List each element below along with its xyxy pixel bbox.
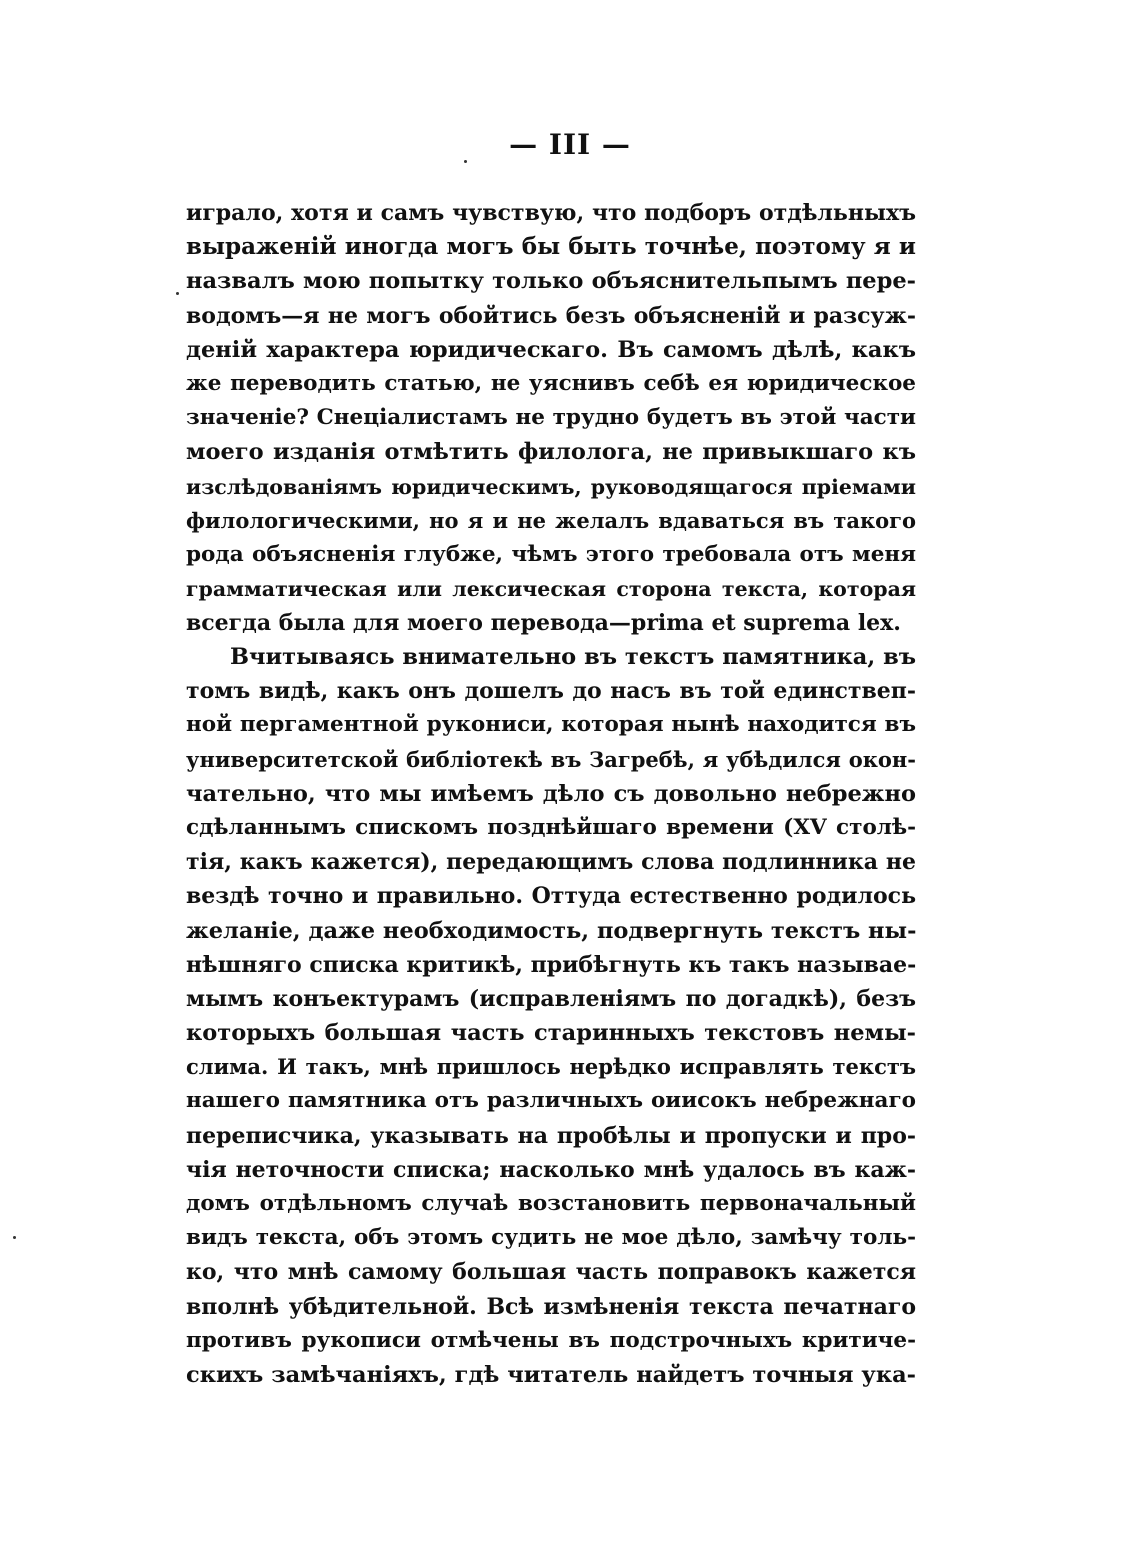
text-line: переписчика, указывать на пробѣлы и пропуски и про- bbox=[186, 1122, 916, 1149]
text-line: скихъ замѣчаніяхъ, гдѣ читатель найдетъ точныя ука- bbox=[186, 1361, 916, 1388]
text-line: ной пергаментной рукониси, которая нынѣ находится въ bbox=[186, 712, 916, 738]
text-line: слима. И такъ, мнѣ пришлось нерѣдко исправлять текстъ bbox=[186, 1054, 916, 1080]
text-line: рода объясненія глубже, чѣмъ этого требовала отъ меня bbox=[186, 541, 916, 567]
text-line: вполнѣ убѣдительной. Всѣ измѣненія текста печатнаго bbox=[186, 1293, 916, 1320]
text-line: нашего памятника отъ различныхъ оиисокъ небрежнаго bbox=[186, 1088, 916, 1114]
paragraph-1 bbox=[186, 196, 916, 640]
text-line: чательно, что мы имѣемъ дѣло съ довольно небрежно bbox=[186, 780, 916, 807]
text-line: которыхъ большая часть старинныхъ текстовъ немы- bbox=[186, 1020, 916, 1047]
paragraph-2 bbox=[186, 640, 916, 1392]
text-line: томъ видѣ, какъ онъ дошелъ до насъ въ той единствеп- bbox=[186, 678, 916, 705]
text-line: Вчитываясь внимательно въ текстъ памятника, въ bbox=[230, 644, 916, 670]
text-line: значеніе? Снеціалистамъ не трудно будетъ въ этой части bbox=[186, 405, 916, 431]
text-line: грамматическая или лексическая сторона текста, которая bbox=[186, 577, 916, 602]
text-line: сдѣланнымъ спискомъ позднѣйшаго времени (XV столѣ- bbox=[186, 814, 916, 840]
text-line: изслѣдованіямъ юридическимъ, руководящагося пріемами bbox=[186, 474, 916, 499]
text-line: водомъ—я не могъ обойтись безъ объясненій и разсуж- bbox=[186, 302, 916, 329]
text-line: выраженій иногда могъ бы быть точнѣе, поэтому я и bbox=[186, 233, 916, 261]
text-line: моего изданія отмѣтить филолога, не привыкшаго къ bbox=[186, 439, 916, 466]
text-line: домъ отдѣльномъ случаѣ возстановить первоначальный bbox=[186, 1191, 916, 1216]
text-line: ко, что мнѣ самому большая часть поправокъ кажется bbox=[186, 1259, 916, 1286]
text-line: мымъ конъектурамъ (исправленіямъ по догадкѣ), безъ bbox=[186, 985, 916, 1012]
scan-speck bbox=[464, 160, 467, 163]
text-line: противъ рукописи отмѣчены въ подстрочныхъ критиче- bbox=[186, 1327, 916, 1353]
text-line: видъ текста, объ этомъ судить не мое дѣло, замѣчу толь- bbox=[186, 1225, 916, 1251]
text-line: филологическими, но я и не желалъ вдаваться въ такого bbox=[186, 507, 916, 533]
scan-speck bbox=[176, 292, 179, 295]
text-line: же переводить статью, не уяснивъ себѣ ея юридическое bbox=[186, 370, 916, 396]
text-line: тія, какъ кажется), передающимъ слова подлинника не bbox=[186, 849, 916, 876]
text-line: чія неточности списка; насколько мнѣ удалось въ каж- bbox=[186, 1156, 916, 1183]
text-line: играло, хотя и самъ чувствую, что подборъ отдѣльныхъ bbox=[186, 200, 916, 226]
page-number: — III — bbox=[509, 128, 631, 161]
text-line: деній характера юридическаго. Въ самомъ дѣлѣ, какъ bbox=[186, 336, 916, 363]
text-line: всегда была для моего перевода—prima et suprema lex. bbox=[186, 610, 901, 637]
text-line: желаніе, даже необходимость, подвергнуть текстъ ны- bbox=[186, 917, 917, 944]
text-line: нѣшняго списка критикѣ, прибѣгнуть къ такъ называе- bbox=[186, 951, 917, 978]
text-line: назвалъ мою попытку только объяснительпымъ пере- bbox=[186, 268, 916, 295]
text-line: университетской библіотекѣ въ Загребѣ, я убѣдился окон- bbox=[186, 746, 916, 772]
text-line: вездѣ точно и правильно. Оттуда естественно родилось bbox=[186, 883, 916, 910]
scan-speck bbox=[13, 1236, 16, 1239]
